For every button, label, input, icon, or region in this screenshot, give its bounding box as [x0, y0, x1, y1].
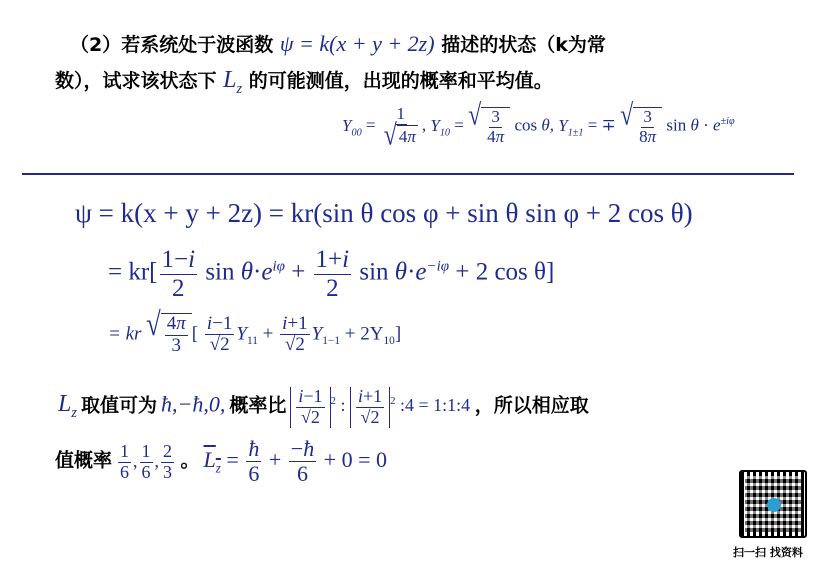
probability-ratio: $\frac{i-1}{√2}$ $^2$ : $\frac{i+1}{√2}$ $^2$ :4 = 1:1:4 — [290, 395, 474, 415]
equation-2: = kr[ $\frac{1-i}{2}$ $\sin \theta\cdot e^{i\varphi}$ + $\frac{1+i}{2}$ $\sin \theta\cdot e^{-i\varphi} + 2$ cos θ] — [108, 246, 555, 302]
problem-prefix: （2）若系统处于波函数 — [70, 34, 274, 56]
y1pm1-label: $Y_{1\pm 1}$ — [558, 115, 584, 139]
lz-result-symbol: $L_z$ — [58, 391, 77, 422]
eigenvalues: ħ,−ħ,0, — [160, 391, 226, 417]
problem-line2-suffix: 的可能测值，出现的概率和平均值。 — [248, 70, 553, 92]
equation-3: = kr √ $\frac{4\pi}{3}$ [ $\frac{i-1}{√2}$ $Y_{11}$ + $\frac{i+1}{√2}$ $Y_{1-1} + 2Y_{10}$] — [108, 305, 402, 356]
result-line-1: $L_z$ 取值可为 ħ,−ħ,0, 概率比 $\frac{i-1}{√2}$ $^2$ : $\frac{i+1}{√2}$ $^2$ :4 = 1:1:4 ，所以相应取 — [58, 386, 589, 427]
qr-label: 扫一扫 找资料 — [733, 546, 803, 559]
wavefunction-expr: ψ = k(x + y + 2z) — [279, 31, 435, 56]
average-lz: $L_z$ = $\frac{ħ}{6}$ + $\frac{-ħ}{6}$ + 0 = 0 — [203, 436, 388, 487]
problem-line-1 — [70, 30, 606, 57]
y00-label: $Y_{00}$ — [342, 115, 362, 139]
problem-line-2 — [55, 66, 553, 98]
lz-symbol: $L_z$ — [223, 67, 243, 97]
problem-line2-prefix: 数），试求该状态下 — [55, 70, 217, 92]
equation-1: ψ = k(x + y + 2z) = kr(sin θ cos φ + sin θ sin φ + 2 cos θ) — [75, 198, 693, 228]
divider-line — [22, 173, 794, 175]
y10-label: $Y_{10}$ — [430, 115, 450, 139]
problem-suffix: 描述的状态（k为常 — [441, 34, 606, 56]
probabilities: $\frac{1}{6}$ , $\frac{1}{6}$ , $\frac{2}{3}$ — [120, 441, 173, 483]
result-line-2: 值概率 $\frac{1}{6}$ , $\frac{1}{6}$ , $\frac{2}{3}$ 。 $L_z$ = $\frac{ħ}{6}$ + $\frac{-ħ}{6}$ + 0 = 0 — [55, 436, 388, 487]
qr-code[interactable] — [739, 470, 807, 538]
spherical-harmonics-reference: $Y_{00}$ = 1 √ 4 π , $Y_{10}$ = √ $\frac{3}{4\pi}$ cos θ, $Y_{1\pm 1}$ = ∓ √ $\frac{3}{8\pi}$ $\sin \theta \cdot e^{\pm i\varphi}$ — [342, 99, 735, 152]
